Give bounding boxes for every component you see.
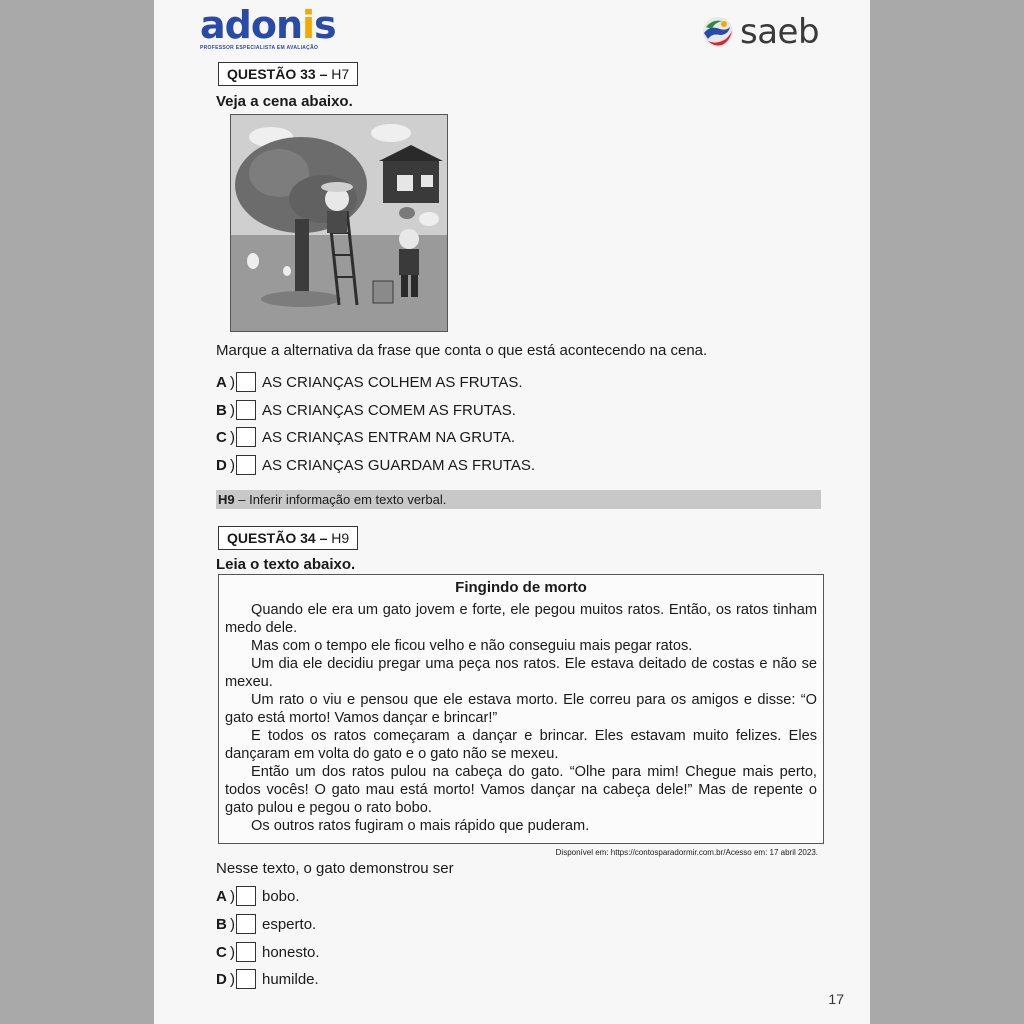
option-letter: A xyxy=(216,887,227,905)
question-33-code: H7 xyxy=(331,66,350,82)
reading-paragraph: Mas com o tempo ele ficou velho e não conseguiu mais pegar ratos. xyxy=(251,638,693,654)
question-34-title: QUESTÃO 34 xyxy=(227,530,316,546)
question-33-option-d[interactable]: D ) AS CRIANÇAS GUARDAM AS FRUTAS. xyxy=(216,456,536,474)
saeb-emblem-icon xyxy=(700,15,736,49)
question-34-option-c[interactable]: C ) honesto. xyxy=(216,943,320,961)
text-source-citation: Disponível em: https://contosparadormir.com.br/Acesso em: 17 abril 2023. xyxy=(555,848,818,857)
option-letter: B xyxy=(216,401,227,419)
question-33-label: QUESTÃO 33 – H7 xyxy=(218,62,358,86)
reading-paragraph: Então um dos ratos pulou na cabeça do gato. “Olhe para mim! Chegue mais perto, todos vocês! O gato mau está morto! Vamos dançar na cabeça dele!” Mas de repente o gato pulou e pegou o rato bobo. xyxy=(225,764,817,816)
saeb-logo-word: saeb xyxy=(740,12,820,52)
skill-descriptor-bar xyxy=(216,490,821,509)
answer-checkbox[interactable] xyxy=(236,914,256,934)
option-text: AS CRIANÇAS COMEM AS FRUTAS. xyxy=(262,401,516,419)
question-33-prompt: Marque a alternativa da frase que conta o que está acontecendo na cena. xyxy=(216,342,708,359)
adonis-logo-tagline: PROFESSOR ESPECIALISTA EM AVALIAÇÃO xyxy=(200,45,319,51)
answer-checkbox[interactable] xyxy=(236,969,256,989)
question-34-prompt: Nesse texto, o gato demonstrou ser xyxy=(216,860,454,877)
question-34-option-d[interactable]: D ) humilde. xyxy=(216,970,319,988)
question-34-instruction: Leia o texto abaixo. xyxy=(216,556,356,573)
saeb-logo xyxy=(700,12,819,52)
option-letter: D xyxy=(216,456,227,474)
reading-text-box xyxy=(218,574,824,844)
reading-paragraph: Quando ele era um gato jovem e forte, ele pegou muitos ratos. Então, os ratos tinham medo dele. xyxy=(225,602,817,636)
reading-paragraph: Um rato o viu e pensou que ele estava morto. Ele correu para os amigos e disse: “O gato está morto! Vamos dançar e brincar!” xyxy=(225,692,817,726)
answer-checkbox[interactable] xyxy=(236,942,256,962)
option-text: esperto. xyxy=(262,915,317,933)
option-letter: C xyxy=(216,943,227,961)
option-text: humilde. xyxy=(262,970,319,988)
question-33-option-b[interactable]: B ) AS CRIANÇAS COMEM AS FRUTAS. xyxy=(216,401,516,419)
skill-description: – Inferir informação em texto verbal. xyxy=(238,492,447,507)
answer-checkbox[interactable] xyxy=(236,455,256,475)
reading-paragraph: Os outros ratos fugiram o mais rápido que puderam. xyxy=(251,818,590,834)
answer-checkbox[interactable] xyxy=(236,400,256,420)
reading-paragraph: Um dia ele decidiu pregar uma peça nos ratos. Ele estava deitado de costas e não se mexeu. xyxy=(225,656,817,690)
exam-page xyxy=(154,0,870,1024)
option-text: AS CRIANÇAS ENTRAM NA GRUTA. xyxy=(262,428,516,446)
farm-scene-illustration xyxy=(230,114,448,332)
question-33-option-a[interactable]: A ) AS CRIANÇAS COLHEM AS FRUTAS. xyxy=(216,373,523,391)
farm-scene-image xyxy=(231,115,447,331)
question-34-option-a[interactable]: A ) bobo. xyxy=(216,887,300,905)
option-letter: B xyxy=(216,915,227,933)
question-34-code: H9 xyxy=(331,530,350,546)
question-33-option-c[interactable]: C ) AS CRIANÇAS ENTRAM NA GRUTA. xyxy=(216,428,516,446)
question-34-option-b[interactable]: B ) esperto. xyxy=(216,915,317,933)
option-text: bobo. xyxy=(262,887,300,905)
adonis-logo xyxy=(200,3,336,51)
option-letter: C xyxy=(216,428,227,446)
question-33-title: QUESTÃO 33 xyxy=(227,66,316,82)
answer-checkbox[interactable] xyxy=(236,427,256,447)
answer-checkbox[interactable] xyxy=(236,886,256,906)
page-number: 17 xyxy=(828,991,844,1007)
skill-code: H9 xyxy=(218,492,235,507)
option-text: honesto. xyxy=(262,943,320,961)
adonis-logo-word: adonis xyxy=(200,3,336,47)
reading-text-title: Fingindo de morto xyxy=(455,579,587,596)
reading-paragraph: E todos os ratos começaram a dançar e brincar. Eles estavam muito felizes. Eles dançaram em volta do gato e o gato não se mexeu. xyxy=(225,728,817,762)
option-letter: A xyxy=(216,373,227,391)
option-letter: D xyxy=(216,970,227,988)
question-33-instruction: Veja a cena abaixo. xyxy=(216,93,353,110)
answer-checkbox[interactable] xyxy=(236,372,256,392)
option-text: AS CRIANÇAS GUARDAM AS FRUTAS. xyxy=(262,456,536,474)
option-text: AS CRIANÇAS COLHEM AS FRUTAS. xyxy=(262,373,523,391)
question-34-label: QUESTÃO 34 – H9 xyxy=(218,526,358,550)
